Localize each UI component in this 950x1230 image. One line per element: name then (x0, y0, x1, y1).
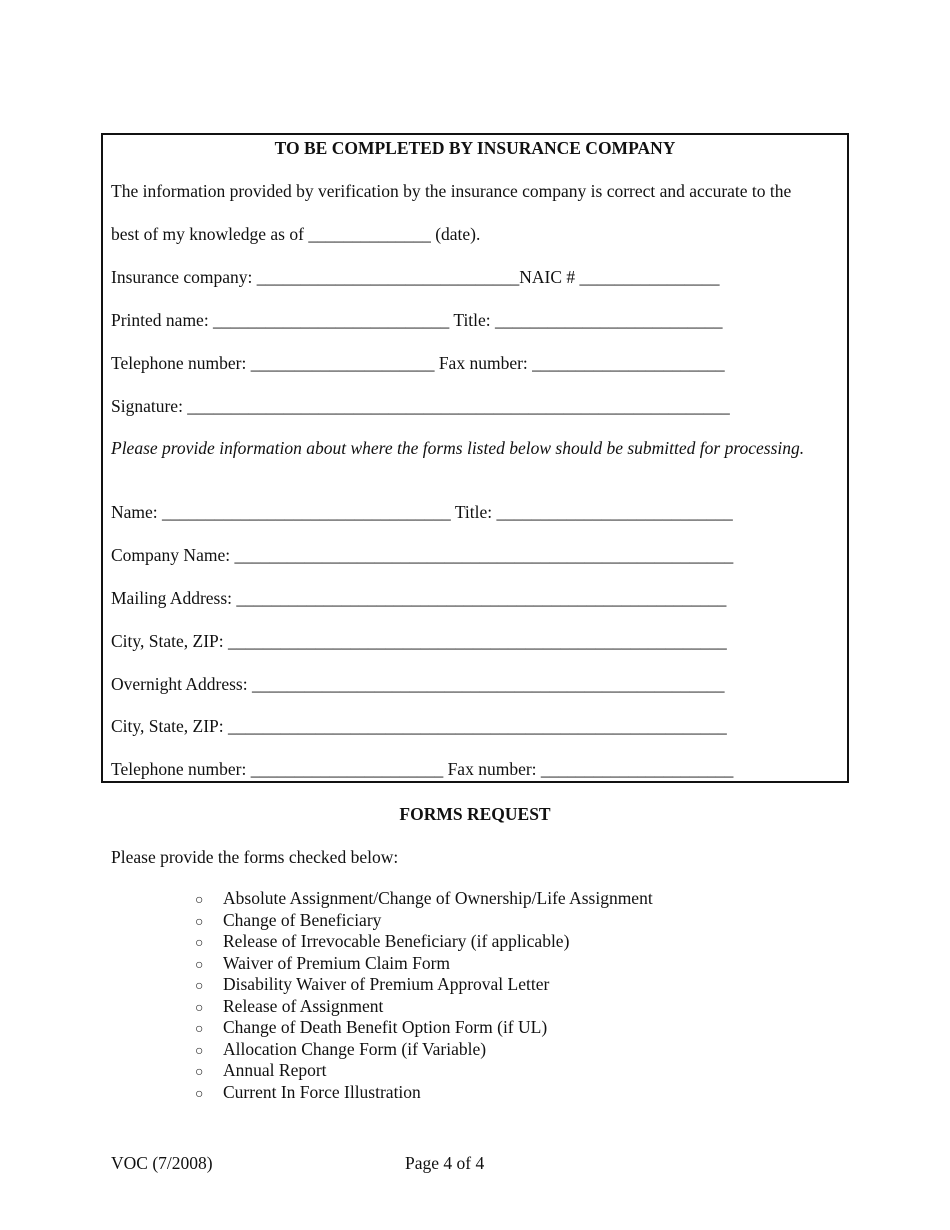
form-option[interactable] (195, 888, 653, 910)
checkbox-circle-icon[interactable]: ○ (195, 1043, 204, 1059)
form-option-label: Allocation Change Form (if Variable) (223, 1038, 487, 1059)
checkbox-circle-icon[interactable]: ○ (195, 914, 204, 930)
checkbox-circle-icon[interactable]: ○ (195, 936, 204, 951)
form-option[interactable] (195, 1060, 653, 1082)
form-option-label: Waiver of Premium Claim Form (223, 952, 451, 973)
form-option[interactable] (195, 1039, 653, 1061)
city-state-zip-field[interactable]: City, State, ZIP: _________________________________________________________ (111, 631, 727, 651)
forms-request-intro: Please provide the forms checked below: (111, 847, 399, 867)
checkbox-circle-icon[interactable]: ○ (195, 957, 204, 973)
form-option-label: Current In Force Illustration (223, 1081, 421, 1102)
form-option-label: Change of Beneficiary (223, 909, 382, 930)
form-option[interactable] (195, 910, 653, 932)
mailing-address-field[interactable]: Mailing Address: ________________________________________________________ (111, 588, 727, 608)
forms-checklist (195, 888, 653, 1103)
form-code: VOC (7/2008) (111, 1153, 213, 1173)
form-option[interactable] (195, 974, 653, 996)
checkbox-circle-icon[interactable]: ○ (195, 893, 204, 908)
statement-line-1: The information provided by verification by the insurance company is correct and accurate to the (111, 181, 792, 201)
company-name-field[interactable]: Company Name: _________________________________________________________ (111, 545, 734, 565)
insurer-section-heading: TO BE COMPLETED BY INSURANCE COMPANY (274, 138, 676, 158)
checkbox-circle-icon[interactable]: ○ (195, 1065, 204, 1080)
checkbox-circle-icon[interactable]: ○ (195, 979, 204, 994)
form-option[interactable] (195, 1017, 653, 1039)
statement-line-2[interactable]: best of my knowledge as of ______________ (date). (111, 224, 481, 244)
printed-name-title-field[interactable]: Printed name: ___________________________ Title: __________________________ (111, 310, 723, 330)
form-option-label: Release of Assignment (223, 995, 384, 1016)
page-number: Page 4 of 4 (405, 1153, 485, 1173)
form-option-label: Annual Report (223, 1060, 327, 1080)
form-option[interactable] (195, 931, 653, 953)
form-option-label: Change of Death Benefit Option Form (if UL) (223, 1017, 548, 1037)
name-title-field[interactable]: Name: _________________________________ Title: ___________________________ (111, 502, 733, 522)
form-option-label: Release of Irrevocable Beneficiary (if applicable) (223, 931, 570, 951)
checkbox-circle-icon[interactable]: ○ (195, 1022, 204, 1037)
telephone-fax-field[interactable]: Telephone number: _____________________ Fax number: ______________________ (111, 353, 725, 373)
form-option[interactable] (195, 1082, 653, 1104)
submission-instruction: Please provide information about where the forms listed below should be submitted for processing. (111, 438, 805, 458)
form-option[interactable] (195, 996, 653, 1018)
form-option-label: Disability Waiver of Premium Approval Letter (223, 974, 550, 994)
forms-request-heading: FORMS REQUEST (399, 804, 551, 824)
signature-field[interactable]: Signature: ______________________________________________________________ (111, 396, 730, 416)
form-option[interactable] (195, 953, 653, 975)
checkbox-circle-icon[interactable]: ○ (195, 1086, 204, 1102)
checkbox-circle-icon[interactable]: ○ (195, 1000, 204, 1016)
overnight-address-field[interactable]: Overnight Address: ______________________________________________________ (111, 674, 725, 694)
overnight-city-state-zip-field[interactable]: City, State, ZIP: _________________________________________________________ (111, 716, 727, 736)
insurance-company-field[interactable]: Insurance company: ______________________________NAIC # ________________ (111, 267, 720, 287)
form-option-label: Absolute Assignment/Change of Ownership/Life Assignment (223, 888, 653, 908)
submission-telephone-fax-field[interactable]: Telephone number: ______________________ Fax number: ______________________ (111, 759, 734, 779)
